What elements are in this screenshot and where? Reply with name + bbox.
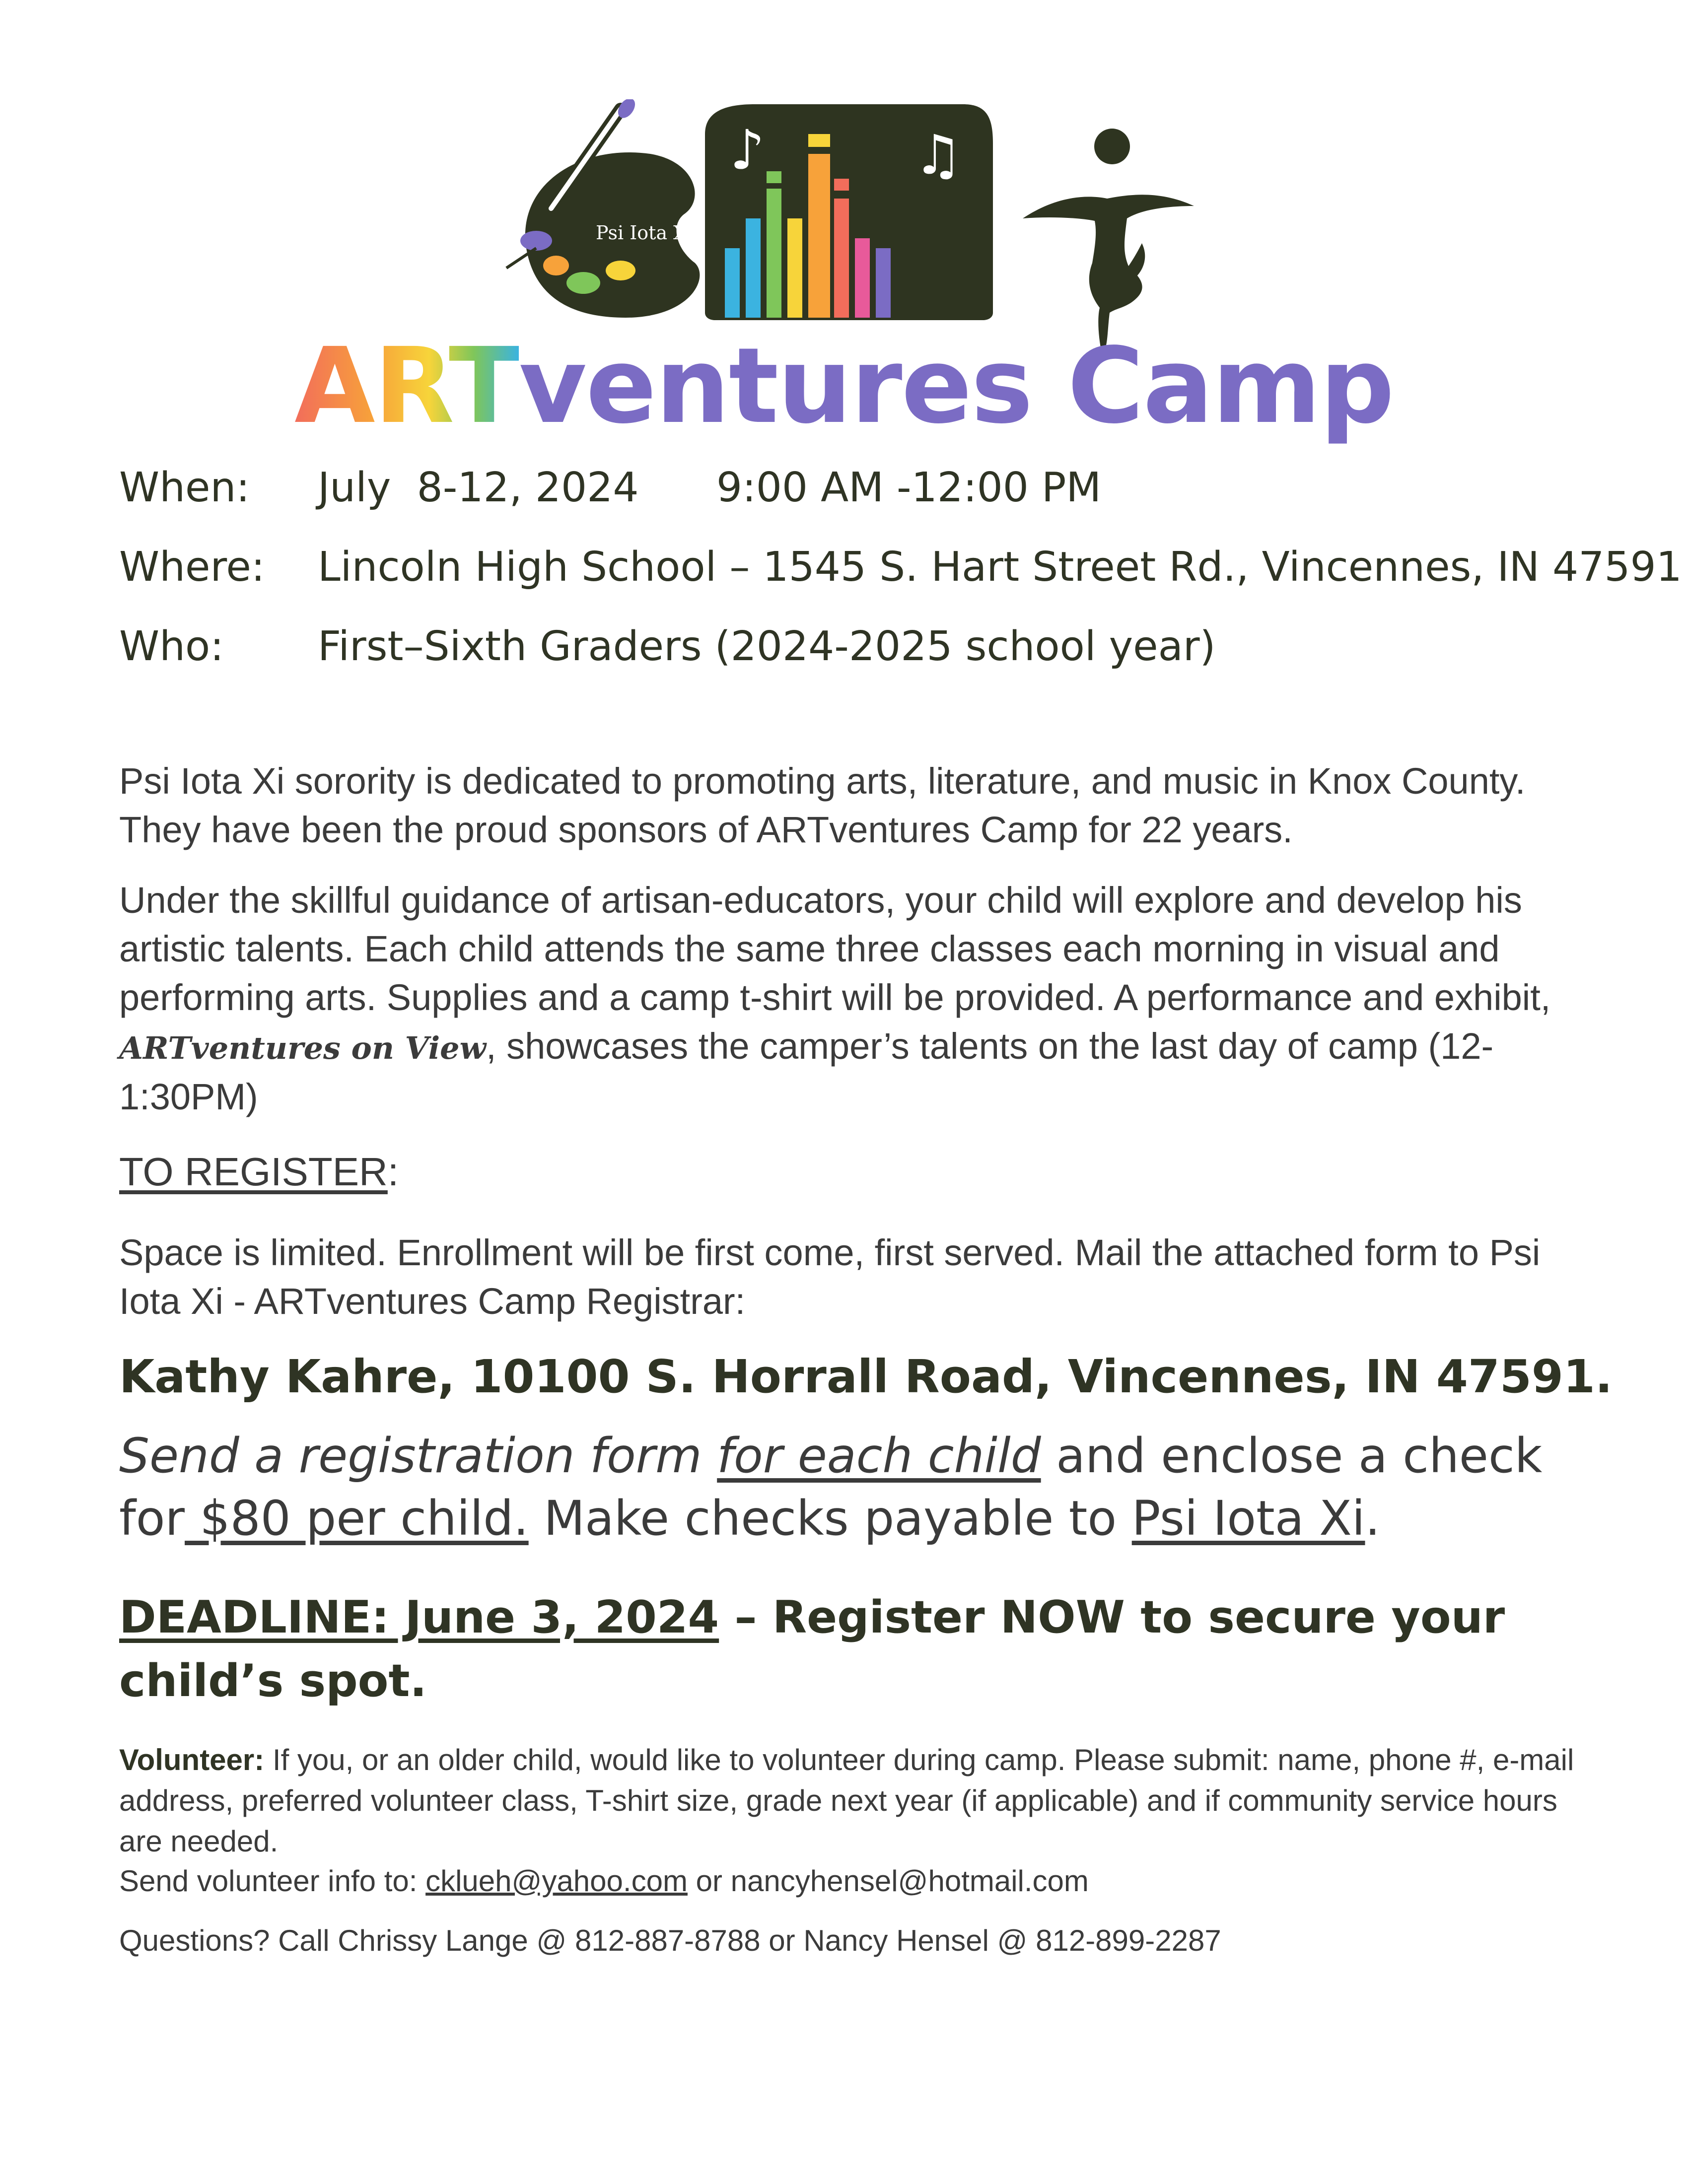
email-link-cklueh[interactable]: cklueh@yahoo.com bbox=[425, 1864, 688, 1898]
palette-label: Psi Iota Xi bbox=[596, 222, 693, 244]
send-part-c: Make checks payable to bbox=[528, 1491, 1132, 1546]
intro-paragraph-2 bbox=[119, 876, 1589, 1121]
who-row bbox=[119, 623, 1216, 670]
svg-text:♪: ♪ bbox=[730, 118, 765, 182]
deadline-date: DEADLINE: June 3, 2024 bbox=[119, 1591, 719, 1643]
volunteer-text: If you, or an older child, would like to volunteer during camp. Please submit: name, phone #, e-mail address, preferred volunteer class, T-shirt size, grade next year (if applicable) and if community service hours are needed. bbox=[119, 1743, 1574, 1858]
paint-palette-icon bbox=[506, 99, 700, 318]
intro-paragraph-1: Psi Iota Xi sorority is dedicated to promoting arts, literature, and music in Knox County. They have been the proud sponsors of ARTventures Camp for 22 years. bbox=[119, 760, 1526, 850]
send-info-alt: or nancyhensel@hotmail.com bbox=[687, 1864, 1089, 1898]
volunteer-label: Volunteer: bbox=[119, 1743, 265, 1776]
who-label: Who: bbox=[119, 623, 224, 670]
send-info-prefix: Send volunteer info to: bbox=[119, 1864, 426, 1898]
send-part-d: . bbox=[1365, 1491, 1381, 1546]
title-art: ART bbox=[294, 325, 519, 447]
intro-p2-start: Under the skillful guidance of artisan-educators, your child will explore and develop his artistic talents. Each child attends the same three classes each morning in visual and performing arts. Supplies and a camp t-shirt will be provided. A performance and exhibit, bbox=[119, 880, 1551, 1018]
when-row bbox=[119, 464, 1101, 511]
where-label: Where: bbox=[119, 544, 265, 591]
volunteer-paragraph bbox=[119, 1740, 1589, 1862]
register-heading-colon: : bbox=[387, 1150, 399, 1194]
volunteer-contact bbox=[119, 1864, 1089, 1898]
when-value: July 8-12, 2024 9:00 AM -12:00 PM bbox=[318, 464, 1102, 511]
dancer-icon bbox=[1023, 129, 1194, 355]
deadline-message: – Register NOW to secure your child’s spot. bbox=[119, 1591, 1505, 1707]
when-label: When: bbox=[119, 464, 250, 511]
title-ventures-camp: ventures Camp bbox=[519, 325, 1394, 447]
svg-text:♫: ♫ bbox=[914, 123, 963, 187]
music-bars-icon bbox=[705, 104, 993, 320]
register-heading-text: TO REGISTER bbox=[119, 1150, 388, 1194]
artventures-on-view: ARTventures on View bbox=[119, 1030, 486, 1066]
register-paragraph: Space is limited. Enrollment will be first come, first served. Mail the attached form to Psi Iota Xi - ARTventures Camp Registrar: bbox=[119, 1232, 1541, 1322]
payment-instructions bbox=[119, 1425, 1609, 1550]
where-value: Lincoln High School – 1545 S. Hart Street Rd., Vincennes, IN 47591 bbox=[318, 544, 1682, 591]
send-price: $80 per child. bbox=[185, 1491, 529, 1546]
send-each-child: for each child bbox=[717, 1428, 1041, 1484]
questions-line: Questions? Call Chrissy Lange @ 812-887-8788 or Nancy Hensel @ 812-899-2287 bbox=[119, 1924, 1221, 1957]
page-title bbox=[0, 325, 1688, 447]
who-value: First–Sixth Graders (2024-2025 school year) bbox=[318, 623, 1216, 670]
register-heading bbox=[119, 1149, 399, 1195]
send-part-b: and enclose a check for bbox=[119, 1428, 1543, 1546]
registrar-address: Kathy Kahre, 10100 S. Horrall Road, Vincennes, IN 47591. bbox=[119, 1350, 1613, 1403]
send-payee: Psi Iota Xi bbox=[1131, 1491, 1365, 1546]
deadline-notice bbox=[119, 1586, 1584, 1713]
intro-p2-end: , showcases the camper’s talents on the last day of camp (12-1:30PM) bbox=[119, 1025, 1494, 1117]
send-part-a: Send a registration form bbox=[119, 1428, 717, 1484]
where-row bbox=[119, 544, 1682, 591]
